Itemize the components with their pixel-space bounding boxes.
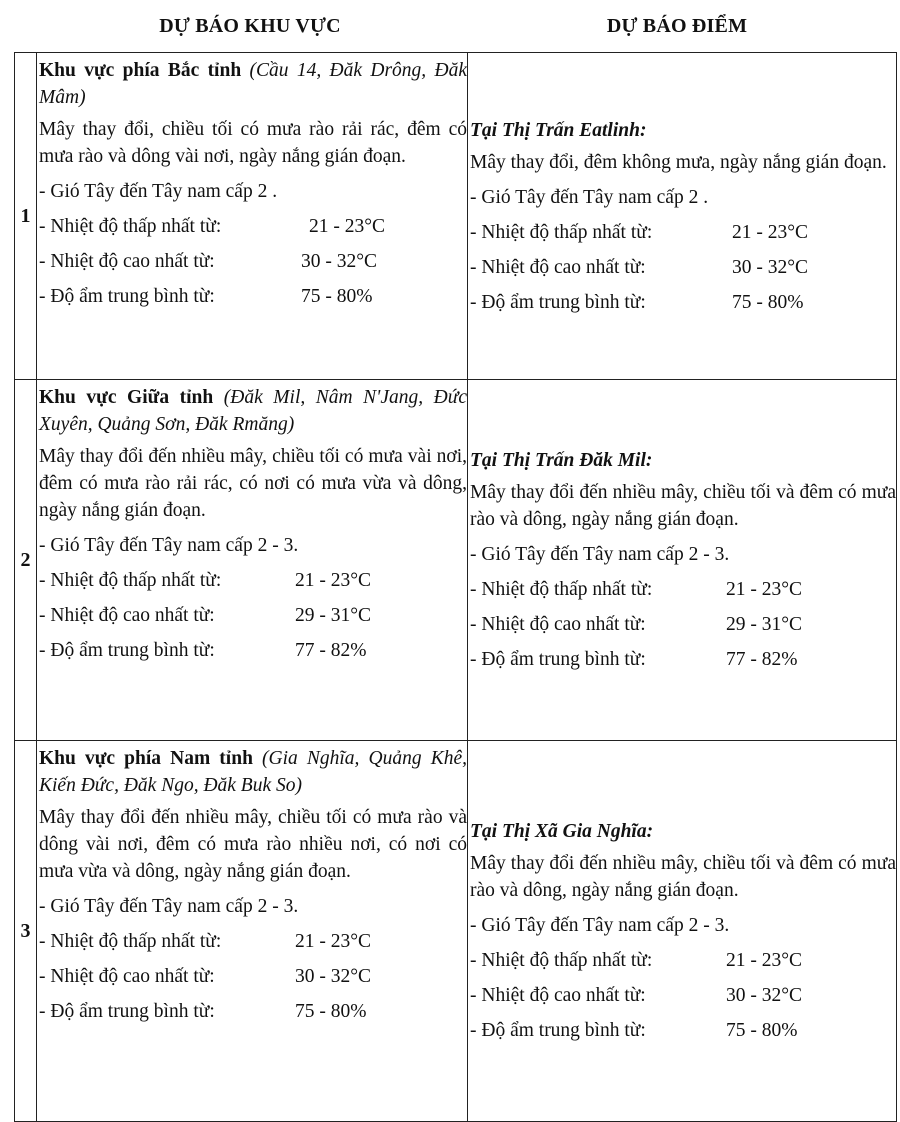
area-title: [39, 745, 467, 799]
max-temp-label: - Nhiệt độ cao nhất từ:: [470, 985, 646, 1006]
area-title-bold: Khu vực phía Bắc tỉnh: [39, 60, 242, 81]
point-title: Tại Thị Trấn Đăk Mil:: [470, 450, 653, 471]
min-temp-label: - Nhiệt độ thấp nhất từ:: [470, 579, 653, 600]
table-row: [15, 53, 897, 380]
max-temp-line: [39, 602, 467, 629]
min-temp-label: - Nhiệt độ thấp nhất từ:: [39, 931, 222, 952]
table-row: [15, 741, 897, 1122]
max-temp-label: - Nhiệt độ cao nhất từ:: [39, 966, 215, 987]
area-description: Mây thay đổi đến nhiều mây, chiều tối có mưa rào và dông vài nơi, đêm có mưa rào nhiều nơi, có nơi có mưa vừa và dông, ngày nắng gián đoạn.: [39, 807, 467, 882]
min-temp-label: - Nhiệt độ thấp nhất từ:: [39, 216, 222, 237]
row-number: 3: [15, 741, 37, 1122]
table-row: [15, 380, 897, 741]
max-temp-label: - Nhiệt độ cao nhất từ:: [39, 251, 215, 272]
max-temp-line: [470, 611, 896, 638]
point-title: Tại Thị Xã Gia Nghĩa:: [470, 821, 654, 842]
humidity-value: 77 - 82%: [726, 649, 798, 670]
area-title-bold: Khu vực Giữa tỉnh: [39, 387, 214, 408]
max-temp-line: [470, 254, 896, 281]
max-temp-line: [39, 963, 467, 990]
point-forecast-cell: [468, 53, 897, 380]
humidity-label: - Độ ẩm trung bình từ:: [470, 291, 646, 313]
min-temp-line: [39, 213, 467, 240]
area-forecast-cell: [37, 741, 468, 1122]
humidity-value: 75 - 80%: [732, 291, 804, 313]
min-temp-label: - Nhiệt độ thấp nhất từ:: [470, 221, 653, 243]
wind-line: - Gió Tây đến Tây nam cấp 2 - 3.: [39, 896, 299, 917]
min-temp-label: - Nhiệt độ thấp nhất từ:: [470, 950, 653, 971]
point-description: Mây thay đổi, đêm không mưa, ngày nắng gián đoạn.: [470, 151, 887, 173]
point-forecast-cell: [468, 741, 897, 1122]
min-temp-value: 21 - 23°C: [726, 950, 803, 971]
area-forecast-cell: [37, 380, 468, 741]
humidity-value: 75 - 80%: [726, 1020, 798, 1041]
wind-line: - Gió Tây đến Tây nam cấp 2 - 3.: [39, 535, 299, 556]
min-temp-value: 21 - 23°C: [732, 221, 809, 243]
wind-line: - Gió Tây đến Tây nam cấp 2 - 3.: [470, 915, 730, 936]
area-title-italic: (Gia Nghĩa, Quảng Khê, Kiến Đức, Đăk Ngo, Đăk Buk So): [39, 748, 468, 796]
area-forecast-cell: [37, 53, 468, 380]
min-temp-line: [39, 928, 467, 955]
humidity-line: [470, 646, 896, 673]
humidity-line: [39, 283, 467, 310]
humidity-value: 75 - 80%: [295, 1001, 367, 1022]
max-temp-label: - Nhiệt độ cao nhất từ:: [39, 605, 215, 626]
min-temp-line: [470, 576, 896, 603]
point-title: Tại Thị Trấn Eatlinh:: [470, 119, 647, 141]
min-temp-value: 21 - 23°C: [726, 579, 803, 600]
humidity-line: [470, 1017, 896, 1044]
row-number: 1: [15, 53, 37, 380]
humidity-line: [39, 637, 467, 664]
humidity-label: - Độ ẩm trung bình từ:: [39, 1001, 215, 1022]
wind-line: - Gió Tây đến Tây nam cấp 2 .: [39, 181, 278, 202]
area-description: Mây thay đổi, chiều tối có mưa rào rải rác, đêm có mưa rào và dông vài nơi, ngày nắng gián đoạn.: [39, 119, 467, 167]
area-title-italic: (Cầu 14, Đăk Drông, Đăk Mâm): [39, 60, 467, 108]
header-area-forecast: DỰ BÁO KHU VỰC: [159, 14, 341, 37]
area-description: Mây thay đổi đến nhiều mây, chiều tối có mưa vài nơi, đêm có mưa rào rải rác, có nơi có mưa vừa và dông, ngày nắng gián đoạn.: [39, 446, 467, 521]
area-title-bold: Khu vực phía Nam tỉnh: [39, 748, 253, 769]
max-temp-value: 30 - 32°C: [301, 251, 378, 272]
max-temp-value: 29 - 31°C: [295, 605, 372, 626]
area-title-italic: (Đăk Mil, Nâm N'Jang, Đức Xuyên, Quảng Sơn, Đăk Rmăng): [39, 387, 468, 435]
max-temp-label: - Nhiệt độ cao nhất từ:: [470, 256, 646, 278]
max-temp-value: 30 - 32°C: [732, 256, 809, 278]
area-title: [39, 384, 467, 438]
min-temp-line: [39, 567, 467, 594]
min-temp-line: [470, 947, 896, 974]
min-temp-value: 21 - 23°C: [309, 216, 386, 237]
max-temp-value: 30 - 32°C: [295, 966, 372, 987]
header-point-forecast: DỰ BÁO ĐIỂM: [606, 14, 748, 37]
min-temp-label: - Nhiệt độ thấp nhất từ:: [39, 570, 222, 591]
min-temp-value: 21 - 23°C: [295, 570, 372, 591]
max-temp-label: - Nhiệt độ cao nhất từ:: [470, 614, 646, 635]
row-number: 2: [15, 380, 37, 741]
humidity-label: - Độ ẩm trung bình từ:: [39, 286, 215, 307]
humidity-line: [39, 998, 467, 1025]
wind-line: - Gió Tây đến Tây nam cấp 2 - 3.: [470, 544, 730, 565]
max-temp-value: 29 - 31°C: [726, 614, 803, 635]
humidity-label: - Độ ẩm trung bình từ:: [39, 640, 215, 661]
wind-line: - Gió Tây đến Tây nam cấp 2 .: [470, 186, 709, 208]
max-temp-line: [39, 248, 467, 275]
humidity-label: - Độ ẩm trung bình từ:: [470, 649, 646, 670]
area-title: [39, 57, 467, 111]
humidity-value: 77 - 82%: [295, 640, 367, 661]
point-forecast-cell: [468, 380, 897, 741]
humidity-line: [470, 289, 896, 316]
humidity-value: 75 - 80%: [301, 286, 373, 307]
point-description: Mây thay đổi đến nhiều mây, chiều tối và đêm có mưa rào và dông, ngày nắng gián đoạn.: [470, 482, 896, 530]
max-temp-value: 30 - 32°C: [726, 985, 803, 1006]
point-description: Mây thay đổi đến nhiều mây, chiều tối và đêm có mưa rào và dông, ngày nắng gián đoạn.: [470, 853, 896, 901]
max-temp-line: [470, 982, 896, 1009]
humidity-label: - Độ ẩm trung bình từ:: [470, 1020, 646, 1041]
min-temp-line: [470, 219, 896, 246]
forecast-table: [14, 52, 897, 1122]
min-temp-value: 21 - 23°C: [295, 931, 372, 952]
